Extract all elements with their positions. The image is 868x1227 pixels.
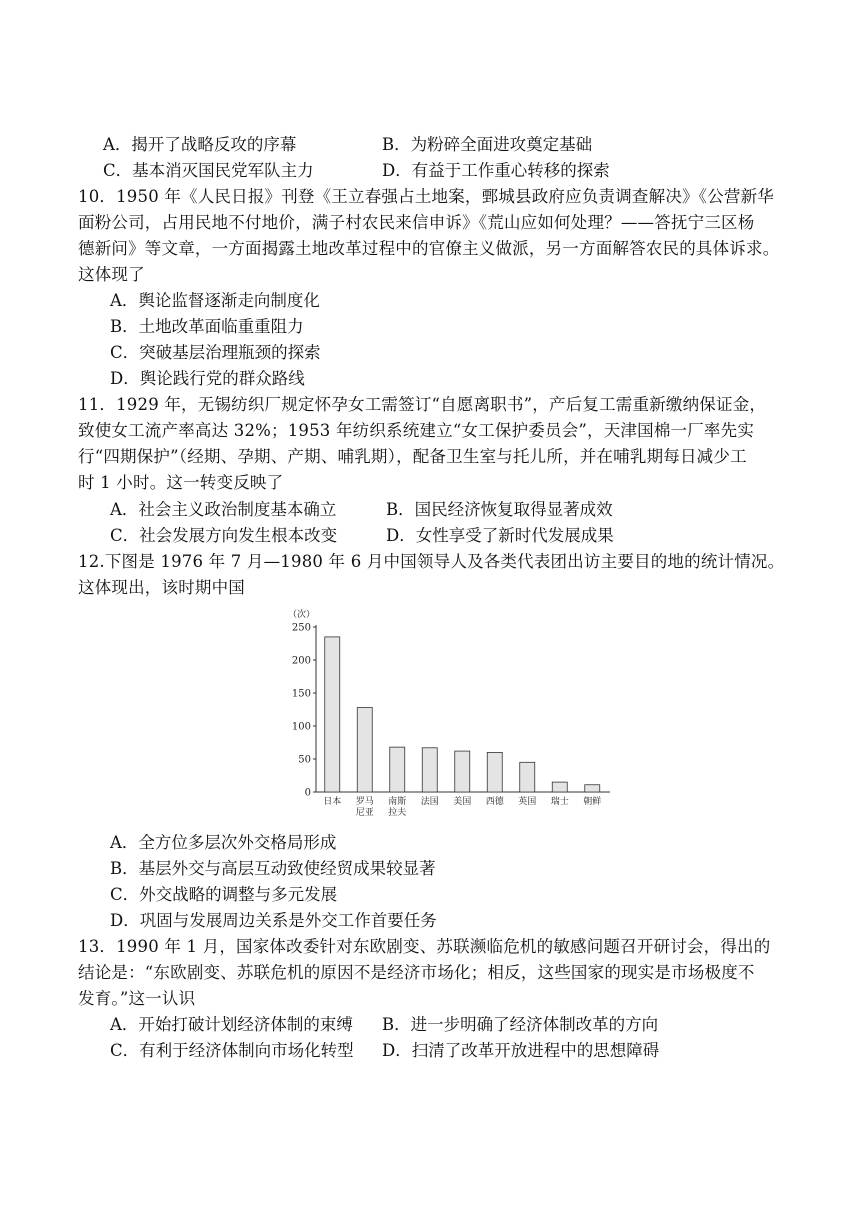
y-tick-label: 150 [291, 688, 311, 700]
destination-bar-chart [280, 605, 620, 825]
q13-stem-line-1: 13．1990 年 1 月，国家体改委针对东欧剧变、苏联濒临危机的敏感问题召开研讨会，得出的 [78, 937, 771, 956]
x-tick-label: 罗马 [355, 797, 374, 807]
x-tick-label: 拉夫 [388, 808, 407, 818]
y-tick-label: 250 [291, 622, 311, 634]
q12-option-c: C．外交战略的调整与多元发展 [110, 885, 338, 904]
x-tick-label: 南斯 [388, 797, 407, 807]
q10-option-d: D．舆论践行党的群众路线 [110, 369, 305, 388]
y-tick-label: 200 [291, 655, 311, 667]
q11-option-c: C．社会发展方向发生根本改变 [110, 526, 338, 545]
q10-option-b: B．土地改革面临重重阻力 [110, 317, 304, 336]
q9-option-d: D．有益于工作重心转移的探索 [382, 161, 610, 180]
q12-option-d: D．巩固与发展周边关系是外交工作首要任务 [110, 911, 437, 930]
x-tick-label: 朝鲜 [583, 797, 602, 807]
q13-stem-line-2: 结论是：“东欧剧变、苏联危机的原因不是经济市场化；相反，这些国家的现实是市场极度不 [78, 963, 755, 982]
q11-option-a: A．社会主义政治制度基本确立 [110, 500, 337, 519]
q11-option-d: D．女性享受了新时代发展成果 [386, 526, 614, 545]
q11-stem-line-3: 行“四期保护”（经期、孕期、产期、哺乳期），配备卫生室与托儿所，并在哺乳期每日减少工 [78, 447, 747, 466]
q13-option-b: B．进一步明确了经济体制改革的方向 [382, 1015, 659, 1034]
x-tick-label: 尼亚 [355, 808, 374, 818]
bar [422, 748, 437, 792]
bar [357, 708, 372, 792]
q12-option-b: B．基层外交与高层互动致使经贸成果较显著 [110, 859, 436, 878]
q11-option-b: B．国民经济恢复取得显著成效 [386, 500, 613, 519]
bar [390, 747, 405, 792]
x-tick-label: 西德 [485, 797, 504, 807]
q12-stem-line-1: 12.下图是 1976 年 7 月—1980 年 6 月中国领导人及各类代表团出访主要目的地的统计情况。 [78, 552, 785, 571]
x-tick-label: 法国 [420, 797, 439, 807]
q9-option-b: B．为粉碎全面进攻奠定基础 [382, 135, 593, 154]
q10-stem-line-1: 10．1950 年《人民日报》刊登《王立春强占土地案，鄄城县政府应负责调查解决》《公营新华 [78, 187, 774, 206]
q10-stem-line-3: 德新问》等文章，一方面揭露土地改革过程中的官僚主义做派，另一方面解答农民的具体诉求。 [78, 239, 780, 258]
q11-stem-line-1: 11．1929 年，无锡纺织厂规定怀孕女工需签订“自愿离职书”，产后复工需重新缴纳保证金， [78, 395, 767, 414]
q13-option-d: D．扫清了改革开放进程中的思想障碍 [382, 1041, 660, 1060]
bar [520, 762, 535, 792]
q13-stem-line-3: 发育。”这一认识 [78, 989, 196, 1008]
q10-option-c: C．突破基层治理瓶颈的探索 [110, 343, 321, 362]
q9-option-c: C．基本消灭国民党军队主力 [103, 161, 314, 180]
q13-option-c: C．有利于经济体制向市场化转型 [110, 1041, 354, 1060]
q10-option-a: A．舆论监督逐渐走向制度化 [110, 291, 320, 310]
y-tick-label: 50 [298, 754, 311, 766]
bar [552, 782, 567, 792]
q12-option-a: A．全方位多层次外交格局形成 [110, 833, 337, 852]
x-tick-label: 美国 [453, 797, 472, 807]
x-tick-label: 瑞士 [550, 797, 569, 807]
x-tick-label: 日本 [323, 797, 342, 807]
bar [585, 785, 600, 792]
chart-y-unit-label: （次） [288, 610, 316, 620]
q9-option-a: A．揭开了战略反攻的序幕 [103, 135, 297, 154]
y-tick-label: 100 [291, 721, 311, 733]
q10-stem-line-4: 这体现了 [78, 265, 145, 284]
bar [455, 751, 470, 792]
q12-stem-line-2: 这体现出，该时期中国 [78, 578, 245, 597]
bar [487, 752, 502, 792]
q13-option-a: A．开始打破计划经济体制的束缚 [110, 1015, 353, 1034]
bar [325, 637, 340, 792]
x-tick-label: 英国 [518, 797, 537, 807]
q11-stem-line-4: 时 1 小时。这一转变反映了 [78, 473, 284, 492]
q11-stem-line-2: 致使女工流产率高达 32%；1953 年纺织系统建立“女工保护委员会”，天津国棉一厂率先实 [78, 421, 755, 440]
y-tick-label: 0 [304, 787, 311, 799]
q10-stem-line-2: 面粉公司，占用民地不付地价，满子村农民来信申诉》《荒山应如何处理？——答抚宁三区杨 [78, 213, 755, 232]
